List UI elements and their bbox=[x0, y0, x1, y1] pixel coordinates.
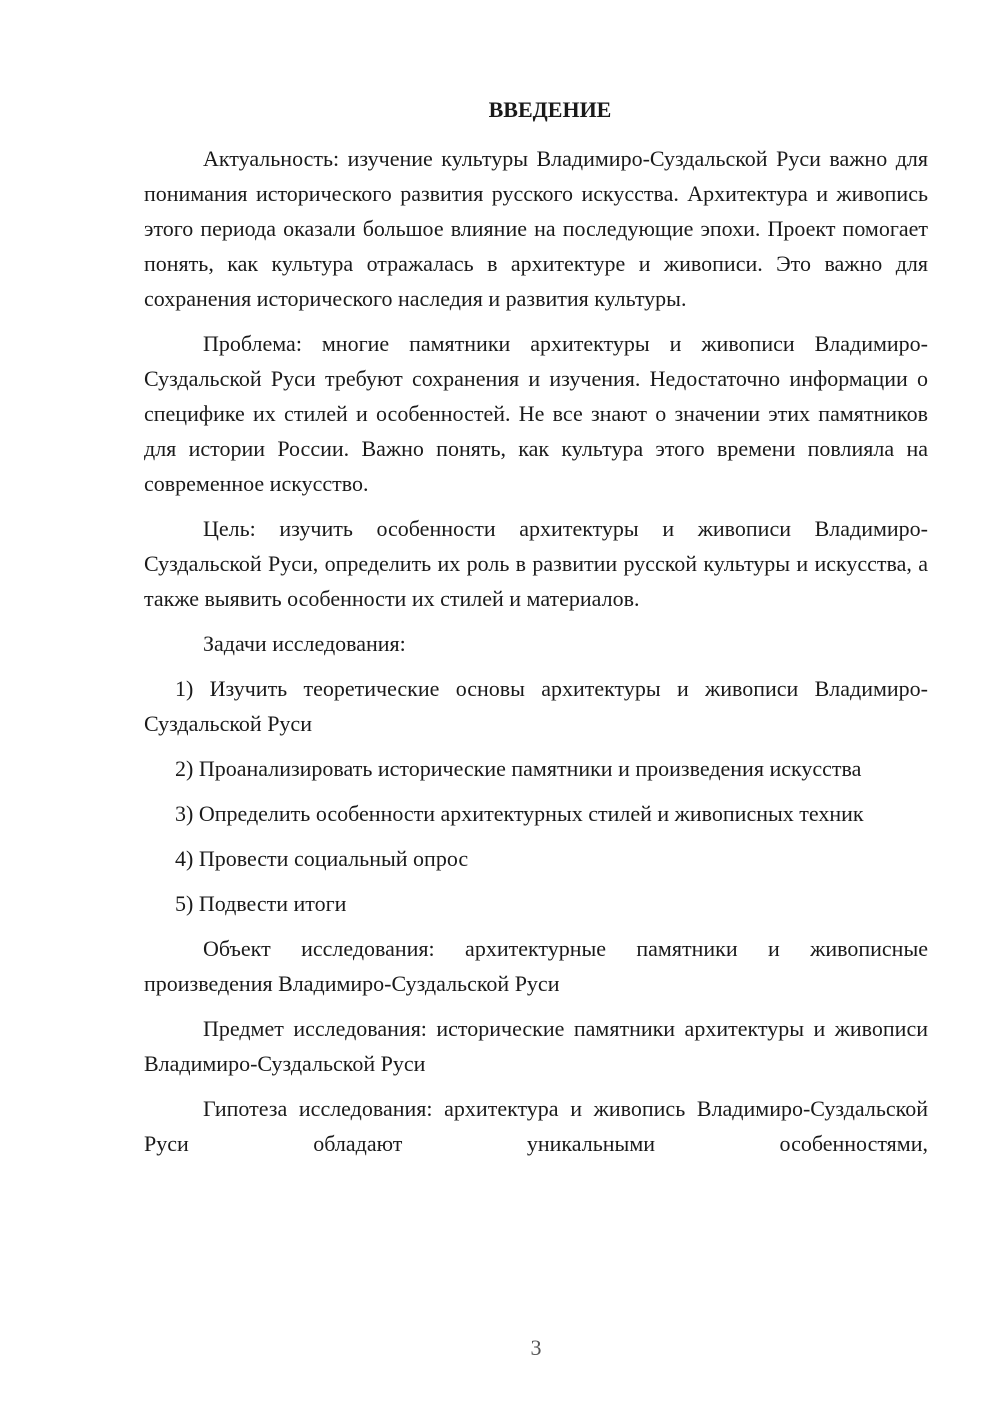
research-object-paragraph: Объект исследования: архитектурные памятники и живописные произведения Владимиро-Суздальской Руси bbox=[144, 936, 928, 996]
task-item-4: 4) Провести социальный опрос bbox=[175, 846, 469, 871]
task-item-1: 1) Изучить теоретические основы архитектуры и живописи Владимиро-Суздальской Руси bbox=[144, 676, 928, 736]
page-content bbox=[144, 92, 928, 1171]
page-number: 3 bbox=[530, 1335, 542, 1360]
problem-paragraph: Проблема: многие памятники архитектуры и живописи Владимиро-Суздальской Руси требуют сохранения и изучения. Недостаточно информации о специфике их стилей и особенностей. Не все знают о значении этих памятников для истории России. Важно понять, как культура этого времени повлияла на современное искусство. bbox=[144, 331, 928, 496]
tasks-heading: Задачи исследования: bbox=[203, 631, 406, 656]
hypothesis-paragraph: Гипотеза исследования: архитектура и живопись Владимиро-Суздальской Руси обладают уникальными особенностями, bbox=[144, 1096, 928, 1156]
goal-paragraph: Цель: изучить особенности архитектуры и живописи Владимиро-Суздальской Руси, определить их роль в развитии русской культуры и искусства, а также выявить особенности их стилей и материалов. bbox=[144, 516, 928, 611]
relevance-paragraph: Актуальность: изучение культуры Владимиро-Суздальской Руси важно для понимания исторического развития русского искусства. Архитектура и живопись этого периода оказали большое влияние на последующие эпохи. Проект помогает понять, как культура отражалась в архитектуре и живописи. Это важно для сохранения исторического наследия и развития культуры. bbox=[144, 146, 928, 311]
section-title: ВВЕДЕНИЕ bbox=[488, 97, 612, 122]
task-item-5: 5) Подвести итоги bbox=[175, 891, 347, 916]
research-subject-paragraph: Предмет исследования: исторические памятники архитектуры и живописи Владимиро-Суздальской Руси bbox=[144, 1016, 928, 1076]
task-item-3: 3) Определить особенности архитектурных стилей и живописных техник bbox=[175, 801, 864, 826]
task-item-2: 2) Проанализировать исторические памятники и произведения искусства bbox=[175, 756, 862, 781]
